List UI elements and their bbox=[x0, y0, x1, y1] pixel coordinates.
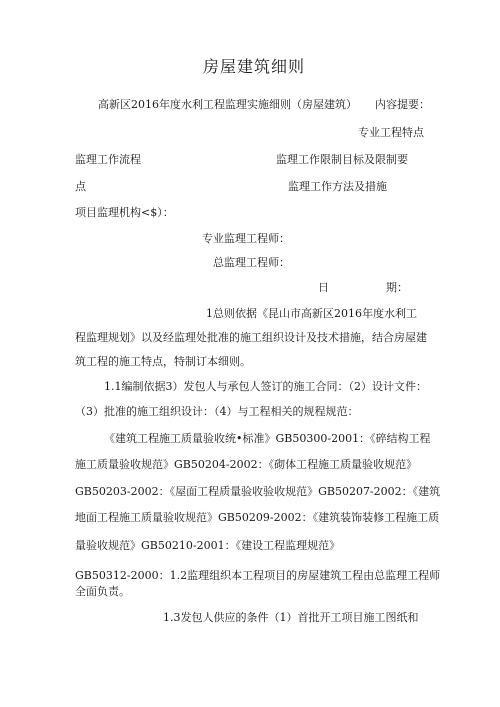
paragraph-general-line-3: 筑工程的施工特点，特制订本细则。 bbox=[75, 355, 251, 368]
toc-item-points: 点 bbox=[75, 180, 86, 193]
paragraph-basis-line-2: （3）批准的施工组织设计：（4）与工程相关的规程规范： bbox=[75, 405, 359, 418]
toc-item-workflow: 监理工作流程 bbox=[75, 153, 141, 166]
org-label: 项目监理机构<$）： bbox=[75, 206, 174, 219]
summary-label: 内容提要： bbox=[375, 98, 430, 111]
intro-line: 高新区2016年度水利工程监理实施细则（房屋建筑） bbox=[98, 98, 357, 111]
paragraph-standards-line-1: 《建筑工程施工质量验收统•标准》GB50300-2001：《碎结构工程 bbox=[104, 432, 431, 445]
toc-item-methods: 监理工作方法及措施 bbox=[288, 180, 387, 193]
paragraph-standards-line-5: 量验收规范》GB50210-2001：《建设工程监理规范》 bbox=[75, 539, 341, 552]
paragraph-organization-line-1: GB50312-2000：1.2监理组织本工程项目的房屋建筑工程由总监理工程师 bbox=[75, 569, 441, 582]
toc-item-engineering-features: 专业工程特点 bbox=[358, 126, 424, 139]
date-label-part1: 日 bbox=[318, 281, 329, 294]
document-title: 房屋建筑细则 bbox=[203, 57, 306, 76]
date-label-part2: 期： bbox=[386, 281, 408, 294]
chief-engineer-label: 总监理工程师： bbox=[213, 256, 290, 269]
paragraph-standards-line-2: 施工质量验收规范》GB50204-2002：《砌体工程施工质量验收规范》 bbox=[75, 458, 418, 471]
paragraph-general-line-1: 1总则依据《昆山市高新区2016年度水利工 bbox=[206, 307, 417, 320]
paragraph-basis-line-1: 1.1编制依据3）发包人与承包人签订的施工合同：（2）设计文件： bbox=[104, 380, 427, 393]
paragraph-organization-line-2: 全面负责。 bbox=[75, 585, 130, 598]
paragraph-general-line-2: 程监理规划》以及经监理处批准的施工组织设计及技术措施，结合房屋建 bbox=[75, 331, 427, 344]
toc-item-control-targets: 监理工作限制目标及限制要 bbox=[276, 153, 408, 166]
paragraph-conditions-line-1: 1.3发包人供应的条件（1）首批开工项目施工图纸和 bbox=[163, 611, 419, 624]
paragraph-standards-line-4: 地面工程施工质量验收规范》GB50209-2002：《建筑装饰装修工程施工质 bbox=[75, 511, 440, 524]
specialist-engineer-label: 专业监理工程师： bbox=[202, 232, 290, 245]
paragraph-standards-line-3: GB50203-2002：《屋面工程质量验收验收规范》GB50207-2002：《建筑 bbox=[75, 485, 441, 498]
